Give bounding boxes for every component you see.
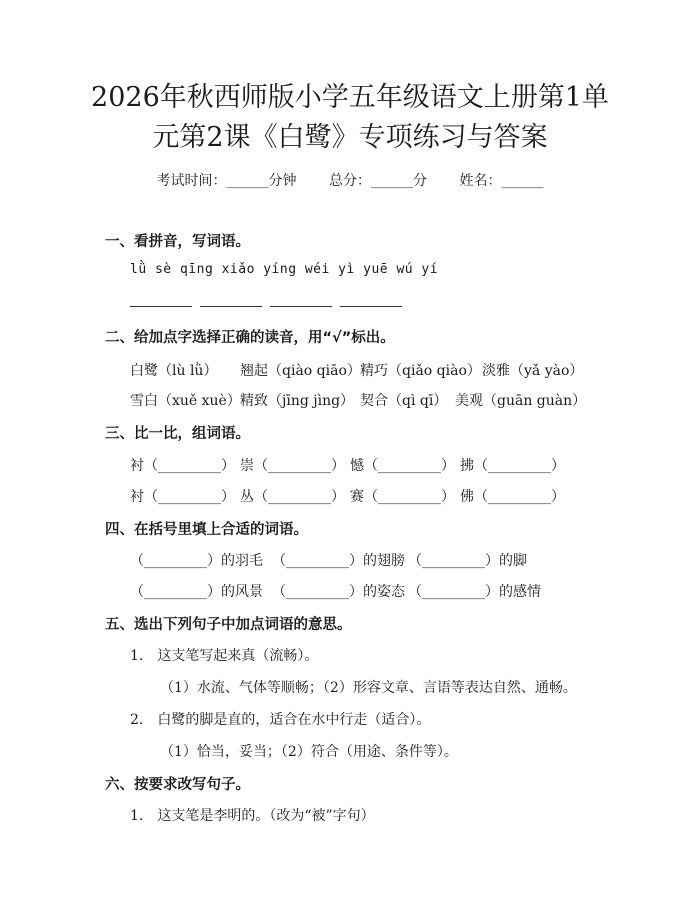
s4-item: （_________）的羽毛	[130, 553, 263, 569]
s2-item: 精致（jīng jìng）	[240, 393, 355, 409]
section-6-heading: 六、按要求改写句子。	[105, 777, 250, 793]
s3-item: 佛（_________）	[460, 489, 565, 505]
answer-line	[130, 305, 192, 307]
s2-item: 精巧（qiǎo qiào）	[360, 363, 481, 379]
s3-item: 崇（_________）	[240, 458, 345, 474]
answer-line	[270, 305, 332, 307]
section-1-answer-lines	[130, 305, 402, 307]
title-line-2: 元第2课《白鹭》专项练习与答案	[152, 122, 548, 153]
section-4-heading: 四、在括号里填上合适的词语。	[105, 522, 308, 538]
section-2-heading: 二、给加点字选择正确的读音，用“√”标出。	[105, 330, 395, 346]
section-5-heading: 五、选出下列句子中加点词语的意思。	[105, 617, 352, 633]
title-line-1: 2026年秋西师版小学五年级语文上册第1单	[91, 82, 609, 113]
s4-item: （_________）的翅膀	[272, 553, 405, 569]
s2-item: 白鹭（lù lǜ）	[130, 363, 218, 379]
s4-item: （_________）的风景	[130, 584, 263, 600]
s2-item: 美观（guān guàn）	[455, 393, 587, 409]
s2-item: 雪白（xuě xuè）	[130, 393, 241, 409]
answer-line	[200, 305, 262, 307]
s3-item: 憾（_________）	[350, 458, 455, 474]
section-3-heading: 三、比一比，组词语。	[105, 426, 250, 442]
exam-name: 姓名：______	[459, 173, 544, 189]
s4-item: （_________）的脚	[408, 553, 527, 569]
s5-question-2: 2. 白鹭的脚是直的，适合在水中行走（适合）。	[130, 712, 431, 728]
s5-question-1: 1. 这支笔写起来真（流畅）。	[130, 648, 319, 664]
exam-meta	[0, 170, 700, 190]
s3-item: 衬（_________）	[130, 458, 235, 474]
s6-question-1: 1. 这支笔是李明的。（改为“被”字句）	[130, 808, 375, 824]
s3-item: 拂（_________）	[460, 458, 565, 474]
s3-item: 丛（_________）	[240, 489, 345, 505]
s5-question-1-options: （1）水流、气体等顺畅；（2）形容文章、言语等表达自然、通畅。	[160, 680, 577, 696]
s2-item: 翘起（qiào qiāo）	[240, 363, 361, 379]
s4-item: （_________）的感情	[408, 584, 541, 600]
section-1-pinyin: lǜ sè qīng xiǎo yíng wéi yì yuē wú yí	[130, 262, 439, 277]
s3-item: 赛（_________）	[350, 489, 455, 505]
s5-question-2-options: （1）恰当，妥当；（2）符合（用途、条件等）。	[160, 744, 458, 760]
exam-score: 总分：______分	[329, 173, 427, 189]
s3-item: 衬（_________）	[130, 489, 235, 505]
s2-item: 契合（qì qī）	[360, 393, 448, 409]
exam-time: 考试时间：______分钟	[156, 173, 297, 189]
section-1-heading: 一、看拼音，写词语。	[105, 234, 250, 250]
s2-item: 淡雅（yǎ yào）	[482, 363, 584, 379]
answer-line	[340, 305, 402, 307]
s4-item: （_________）的姿态	[272, 584, 405, 600]
